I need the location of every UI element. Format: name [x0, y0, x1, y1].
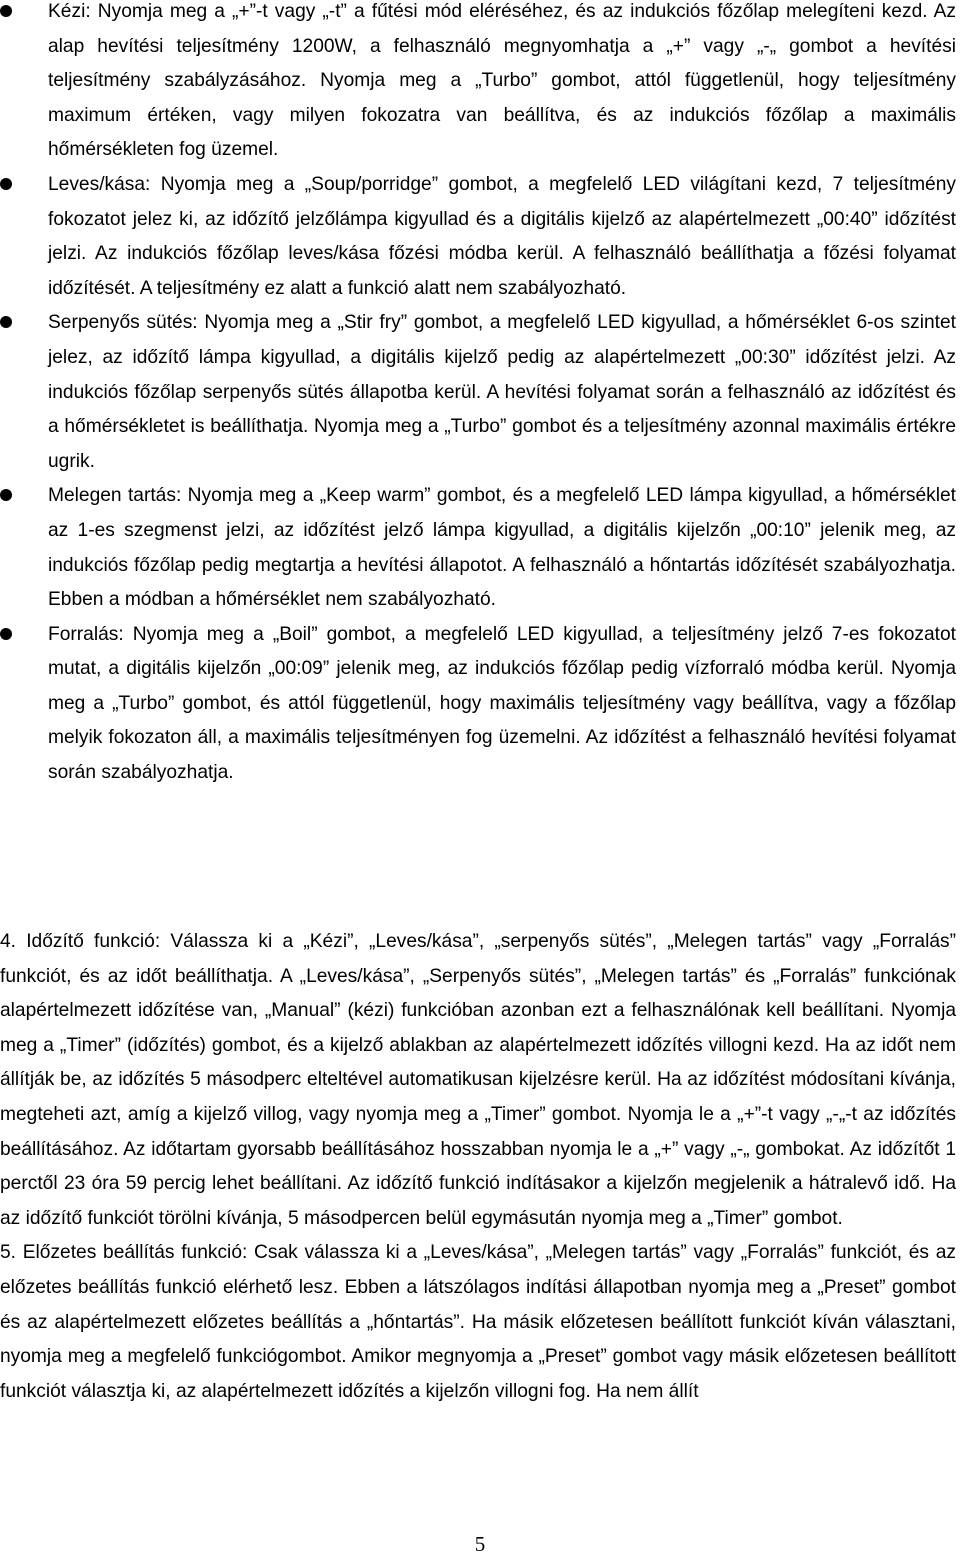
bullet-text: Forralás: Nyomja meg a „Boil” gombot, a megfelelő LED kigyullad, a teljesítmény jelző 7-es fokozatot mutat, a digitális kijelzőn „00:09” jelenik meg, az indukciós főzőlap pedig vízforraló módba kerül. Nyomja meg a „Turbo” gombot, és attól függetlenül, hogy maximális teljesítmény vagy beállítva, vagy a főzőlap melyik fokozaton áll, a maximális teljesítményen fog üzemelni. Az időzítést a felhasználó hevítési folyamat során szabályozhatja. [48, 623, 956, 784]
numbered-sections [0, 925, 956, 1409]
bullet-dot-icon [0, 178, 12, 190]
bullet-dot-icon [0, 628, 12, 640]
section-preset-function: 5. Előzetes beállítás funkció: Csak válassza ki a „Leves/kása”, „Melegen tartás” vagy „Forralás” funkciót, és az előzetes beállítás funkció elérhető lesz. Ebben a látszólagos indítási állapotban nyomja meg a „Preset” gombot és az alapértelmezett előzetes beállítás a „hőntartás”. Ha másik előzetesen beállított funkciót kíván választani, nyomja meg a megfelelő funkciógombot. Amikor megnyomja a „Preset” gombot vagy másik előzetesen beállított funkciót választja ki, az alapértelmezett időzítés a kijelzőn villogni fog. Ha nem állít [0, 1242, 956, 1402]
bullet-item-keep-warm [0, 479, 956, 617]
bullet-item-stir-fry [0, 306, 956, 479]
bullet-text: Leves/kása: Nyomja meg a „Soup/porridge” gombot, a megfelelő LED világítani kezd, 7 teljesítmény fokozatot jelez ki, az időzítő jelzőlámpa kigyullad és a digitális kijelző az alapértelmezett „00:40” időzítést jelzi. Az indukciós főzőlap leves/kása főzési módba kerül. A felhasználó beállíthatja a főzési folyamat időzítését. A teljesítmény ez alatt a funkció alatt nem szabályozható. [48, 173, 956, 299]
bullet-dot-icon [0, 489, 12, 501]
bullet-text: Melegen tartás: Nyomja meg a „Keep warm” gombot, és a megfelelő LED lámpa kigyullad, a hőmérséklet az 1-es szegmenst jelzi, az időzítést jelző lámpa kigyullad, a digitális kijelzőn „00:10” jelenik meg, az indukciós főzőlap pedig megtartja a hevítési állapotot. A felhasználó a hőntartás időzítését szabályozhatja. Ebben a módban a hőmérséklet nem szabályozható. [48, 485, 956, 611]
bullet-item-boil [0, 618, 956, 791]
bullet-text: Kézi: Nyomja meg a „+”-t vagy „-t” a fűtési mód eléréséhez, és az indukciós főzőlap melegíteni kezd. Az alap hevítési teljesítmény 1200W, a felhasználó megnyomhatja a „+” vagy „-„ gombot a hevítési teljesítmény szabályzásához. Nyomja meg a „Turbo” gombot, attól függetlenül, hogy teljesítmény maximum értéken, vagy milyen fokozatra van beállítva, és az indukciós főzőlap a maximális hőmérsékleten fog üzemel. [48, 1, 956, 161]
bullet-text: Serpenyős sütés: Nyomja meg a „Stir fry” gombot, a megfelelő LED kigyullad, a hőmérséklet 6-os szintet jelez, az időzítő lámpa kigyullad, a digitális kijelző pedig az alapértelmezett „00:30” időzítést jelzi. Az indukciós főzőlap serpenyős sütés állapotba kerül. A hevítési folyamat során a felhasználó az időzítést és a hőmérsékletet is beállíthatja. Nyomja meg a „Turbo” gombot és a teljesítmény azonnal maximális értékre ugrik. [48, 312, 956, 472]
page-number: 5 [474, 1532, 486, 1556]
bullet-dot-icon [0, 316, 12, 328]
section-timer-function: 4. Időzítő funkció: Válassza ki a „Kézi”, „Leves/kása”, „serpenyős sütés”, „Melegen tartás” vagy „Forralás” funkciót, és az időt beállíthatja. A „Leves/kása”, „Serpenyős sütés”, „Melegen tartás” és „Forralás” funkciónak alapértelmezett időzítése van, „Manual” (kézi) funkcióban azonban ezt a felhasználónak kell beállítani. Nyomja meg a „Timer” (időzítés) gombot, és a kijelző ablakban az alapértelmezett időzítés villogni kezd. Ha az időt nem állítják be, az időzítés 5 másodperc elteltével automatikusan kijelzésre kerül. Ha az időzítést módosítani kívánja, megteheti azt, amíg a kijelző villog, vagy nyomja meg a „Timer” gombot. Nyomja le a „+”-t vagy „-„-t az időzítés beállításához. Az időtartam gyorsabb beállításához hosszabban nyomja le a „+” vagy „-„ gombokat. Az időzítőt 1 perctől 23 óra 59 percig lehet beállítani. Az időzítő funkció indításakor a kijelzőn megjelenik a hátralevő idő. Ha az időzítő funkciót törölni kívánja, 5 másodpercen belül egymásután nyomja meg a „Timer” gombot. [0, 931, 956, 1229]
bullet-item-soup-porridge [0, 168, 956, 306]
bullet-item-manual [0, 0, 956, 168]
bullet-dot-icon [0, 5, 12, 17]
